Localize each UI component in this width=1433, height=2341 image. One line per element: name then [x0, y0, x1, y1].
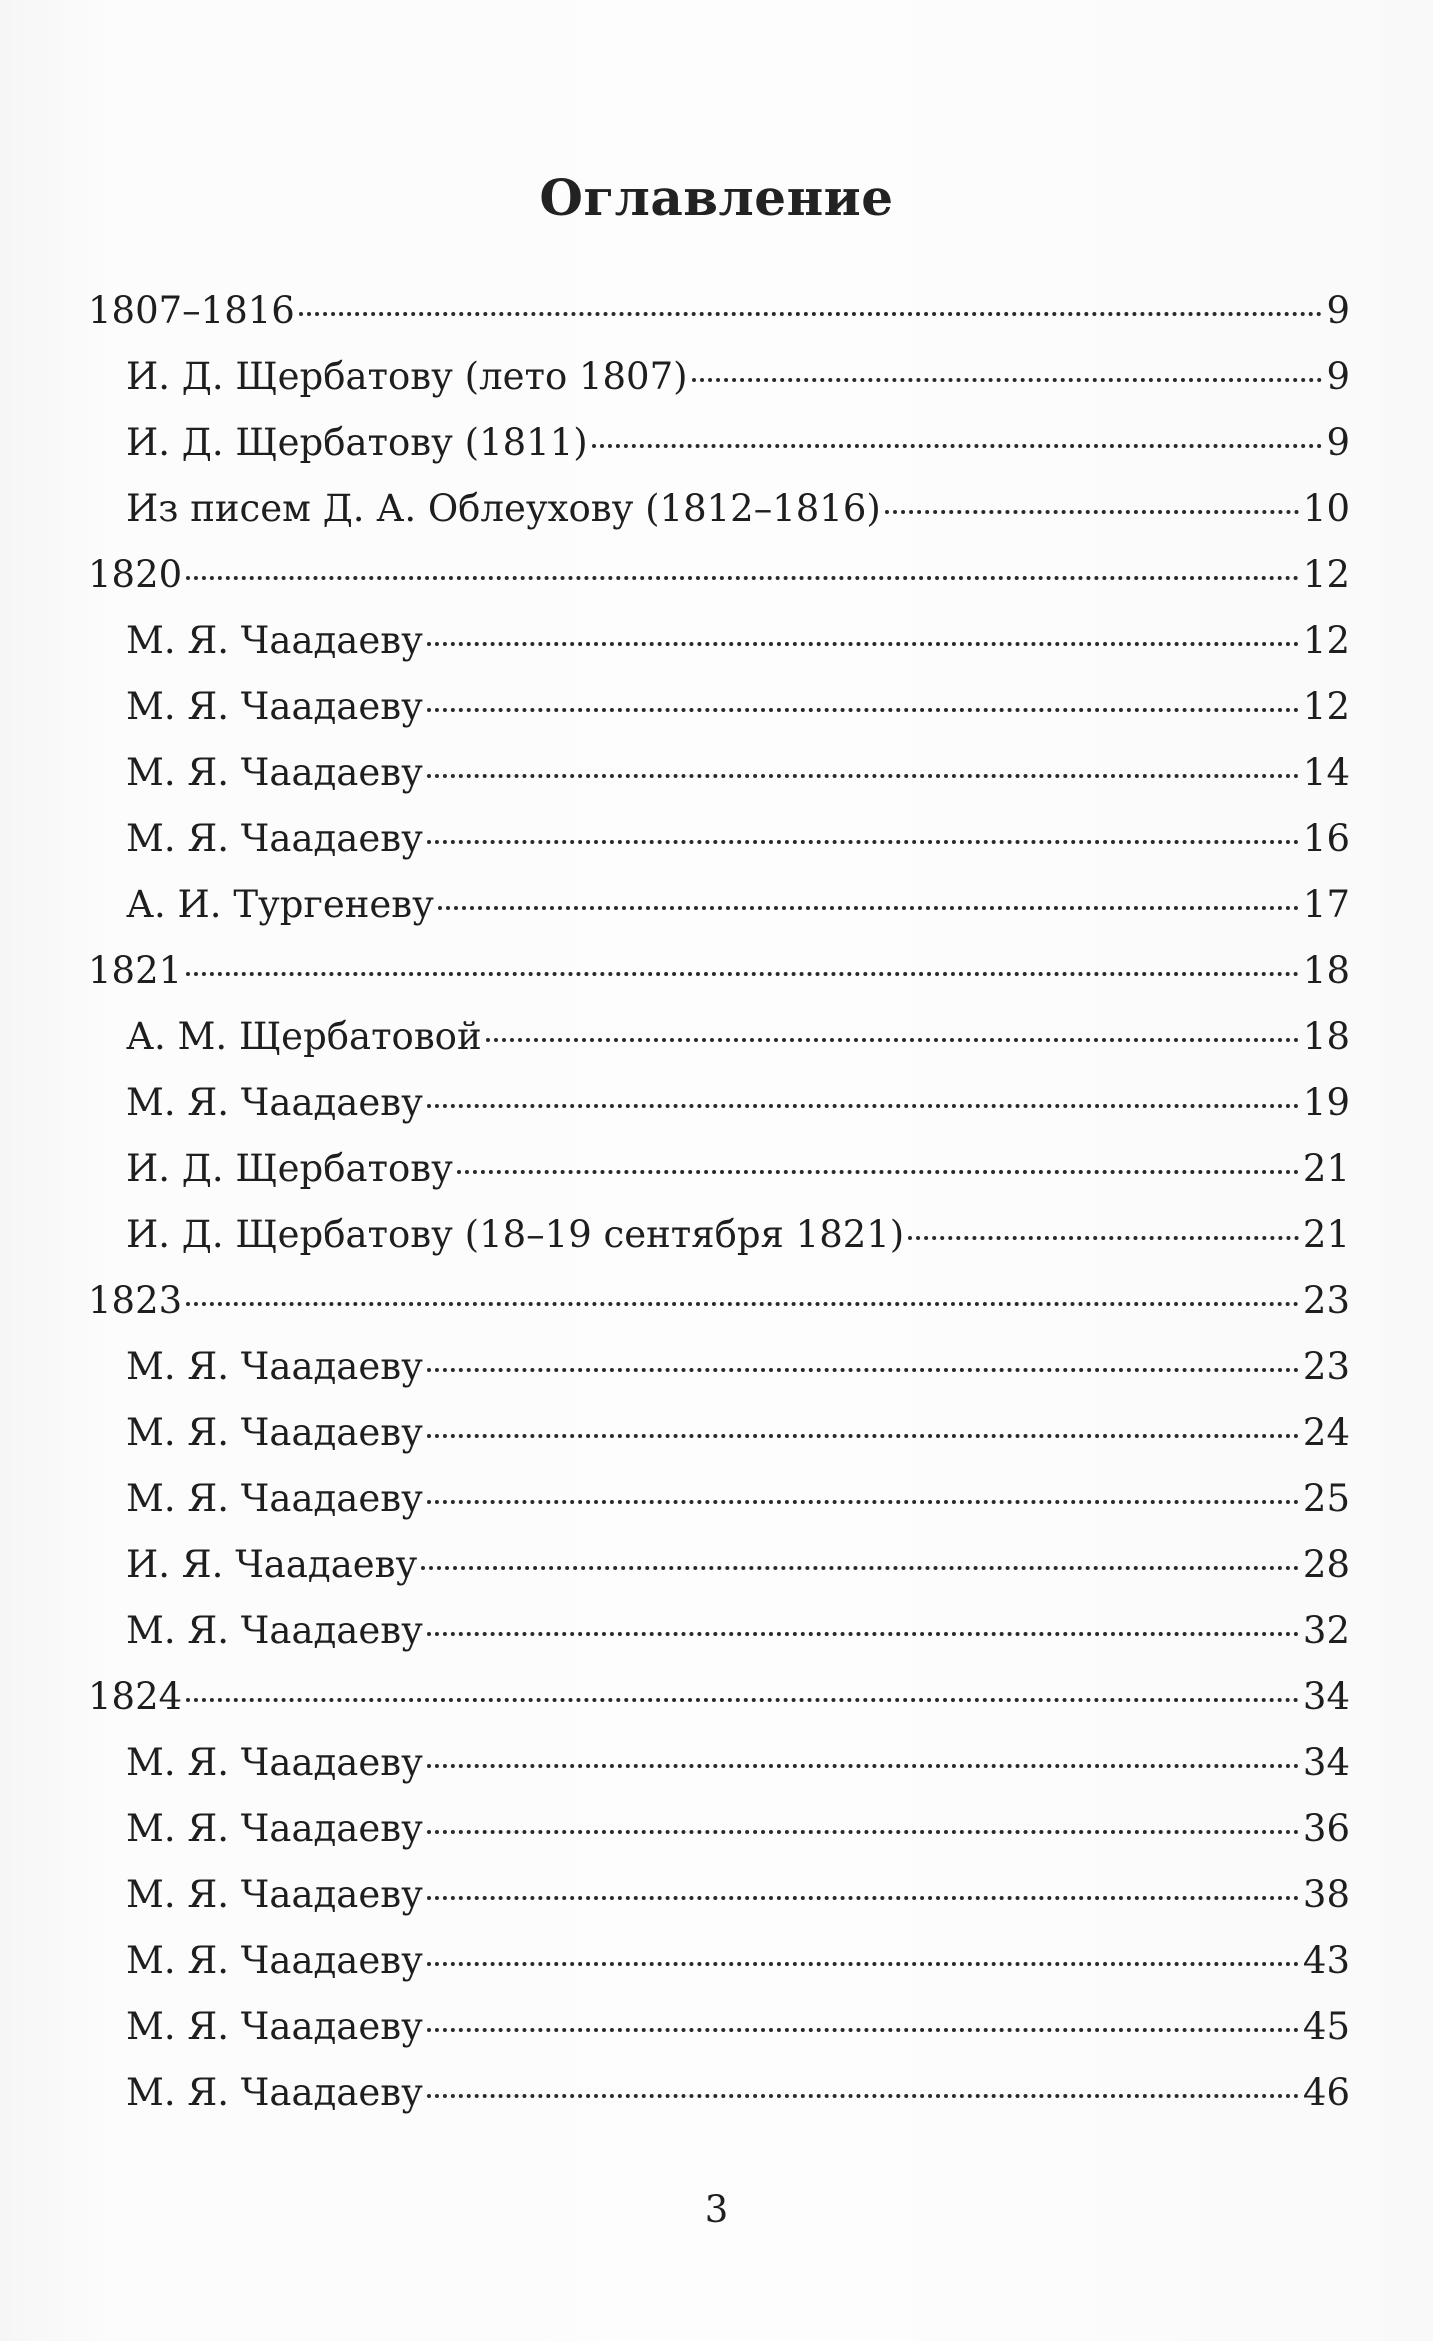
toc-entry-label: А. М. Щербатовой [126, 1015, 482, 1058]
dot-leader [692, 378, 1323, 382]
toc-letter-entry [88, 1202, 1350, 1268]
page-title: Оглавление [539, 168, 894, 227]
toc-entry-page-number: 23 [1302, 1345, 1350, 1388]
dot-leader [427, 1104, 1299, 1108]
dot-leader [186, 1698, 1299, 1702]
dot-leader [427, 1434, 1299, 1438]
dot-leader [421, 1566, 1299, 1570]
dot-leader [438, 906, 1299, 910]
dot-leader [186, 576, 1299, 580]
toc-entry-label: А. И. Тургеневу [126, 883, 434, 926]
toc-letter-entry [88, 1796, 1350, 1862]
dot-leader [427, 1764, 1299, 1768]
toc-entry-label: Из писем Д. А. Облеухову (1812–1816) [126, 487, 881, 530]
toc-letter-entry [88, 1466, 1350, 1532]
toc-entry-page-number: 43 [1302, 1939, 1350, 1982]
toc-entry-page-number: 38 [1302, 1873, 1350, 1916]
toc-entry-label: М. Я. Чаадаеву [126, 685, 423, 728]
dot-leader [427, 1896, 1299, 1900]
toc-section-entry [88, 1664, 1350, 1730]
dot-leader [427, 1632, 1299, 1636]
dot-leader [186, 1302, 1299, 1306]
toc-section-entry [88, 1268, 1350, 1334]
toc-entry-page-number: 14 [1302, 751, 1350, 794]
toc-entry-page-number: 34 [1302, 1741, 1350, 1784]
toc-entry-page-number: 28 [1302, 1543, 1350, 1586]
toc-entry-page-number: 10 [1302, 487, 1350, 530]
toc-section-entry [88, 278, 1350, 344]
toc-letter-entry [88, 1994, 1350, 2060]
toc-entry-page-number: 12 [1302, 553, 1350, 596]
toc-entry-page-number: 46 [1302, 2071, 1350, 2114]
toc-section-entry [88, 938, 1350, 1004]
toc-entry-label: М. Я. Чаадаеву [126, 1411, 423, 1454]
toc-entry-page-number: 21 [1302, 1213, 1350, 1256]
toc-entry-label: 1824 [88, 1675, 183, 1718]
toc-entry-page-number: 16 [1302, 817, 1350, 860]
dot-leader [457, 1170, 1299, 1174]
dot-leader [908, 1236, 1299, 1240]
toc-entry-label: М. Я. Чаадаеву [126, 1873, 423, 1916]
dot-leader [427, 774, 1299, 778]
toc-letter-entry [88, 344, 1350, 410]
dot-leader [427, 1962, 1299, 1966]
toc-entry-label: 1807–1816 [88, 289, 295, 332]
toc-letter-entry [88, 410, 1350, 476]
toc-entry-page-number: 17 [1302, 883, 1350, 926]
toc-entry-page-number: 32 [1302, 1609, 1350, 1652]
toc-entry-label: М. Я. Чаадаеву [126, 619, 423, 662]
toc-letter-entry [88, 1004, 1350, 1070]
table-of-contents [88, 278, 1350, 2126]
toc-letter-entry [88, 674, 1350, 740]
toc-letter-entry [88, 1598, 1350, 1664]
toc-entry-page-number: 18 [1302, 1015, 1350, 1058]
dot-leader [427, 708, 1299, 712]
toc-entry-page-number: 12 [1302, 619, 1350, 662]
toc-entry-label: И. Д. Щербатову (18–19 сентября 1821) [126, 1213, 905, 1256]
toc-letter-entry [88, 1334, 1350, 1400]
toc-entry-label: 1820 [88, 553, 183, 596]
toc-letter-entry [88, 1136, 1350, 1202]
toc-letter-entry [88, 740, 1350, 806]
toc-letter-entry [88, 1862, 1350, 1928]
dot-leader [885, 510, 1299, 514]
toc-entry-page-number: 34 [1302, 1675, 1350, 1718]
dot-leader [427, 1500, 1299, 1504]
toc-entry-page-number: 24 [1302, 1411, 1350, 1454]
toc-letter-entry [88, 1532, 1350, 1598]
toc-entry-label: М. Я. Чаадаеву [126, 2071, 423, 2114]
toc-letter-entry [88, 1730, 1350, 1796]
toc-entry-page-number: 18 [1302, 949, 1350, 992]
dot-leader [486, 1038, 1299, 1042]
dot-leader [427, 2094, 1299, 2098]
dot-leader [427, 1830, 1299, 1834]
toc-letter-entry [88, 1928, 1350, 1994]
toc-entry-page-number: 19 [1302, 1081, 1350, 1124]
page-number: 3 [704, 2188, 729, 2231]
toc-entry-label: М. Я. Чаадаеву [126, 1345, 423, 1388]
toc-entry-label: И. Д. Щербатову (лето 1807) [126, 355, 688, 398]
toc-entry-page-number: 45 [1302, 2005, 1350, 2048]
toc-letter-entry [88, 476, 1350, 542]
toc-entry-page-number: 9 [1326, 421, 1350, 464]
dot-leader [186, 972, 1299, 976]
dot-leader [427, 642, 1299, 646]
toc-entry-label: М. Я. Чаадаеву [126, 1741, 423, 1784]
toc-letter-entry [88, 2060, 1350, 2126]
dot-leader [427, 840, 1299, 844]
toc-entry-label: М. Я. Чаадаеву [126, 1477, 423, 1520]
toc-entry-label: 1821 [88, 949, 183, 992]
toc-letter-entry [88, 608, 1350, 674]
toc-entry-label: М. Я. Чаадаеву [126, 1939, 423, 1982]
toc-letter-entry [88, 806, 1350, 872]
dot-leader [592, 444, 1323, 448]
toc-letter-entry [88, 1400, 1350, 1466]
dot-leader [427, 2028, 1299, 2032]
toc-letter-entry [88, 872, 1350, 938]
toc-entry-page-number: 12 [1302, 685, 1350, 728]
toc-entry-label: М. Я. Чаадаеву [126, 1081, 423, 1124]
toc-entry-label: И. Я. Чаадаеву [126, 1543, 418, 1586]
toc-letter-entry [88, 1070, 1350, 1136]
toc-entry-page-number: 36 [1302, 1807, 1350, 1850]
dot-leader [299, 312, 1323, 316]
toc-entry-label: М. Я. Чаадаеву [126, 751, 423, 794]
toc-entry-label: И. Д. Щербатову (1811) [126, 421, 588, 464]
toc-entry-label: М. Я. Чаадаеву [126, 2005, 423, 2048]
toc-entry-label: 1823 [88, 1279, 183, 1322]
toc-entry-page-number: 9 [1326, 289, 1350, 332]
toc-entry-label: М. Я. Чаадаеву [126, 1609, 423, 1652]
toc-section-entry [88, 542, 1350, 608]
toc-entry-label: М. Я. Чаадаеву [126, 817, 423, 860]
toc-entry-page-number: 21 [1302, 1147, 1350, 1190]
toc-entry-label: И. Д. Щербатову [126, 1147, 453, 1190]
toc-entry-page-number: 9 [1326, 355, 1350, 398]
toc-entry-label: М. Я. Чаадаеву [126, 1807, 423, 1850]
dot-leader [427, 1368, 1299, 1372]
toc-entry-page-number: 23 [1302, 1279, 1350, 1322]
toc-entry-page-number: 25 [1302, 1477, 1350, 1520]
